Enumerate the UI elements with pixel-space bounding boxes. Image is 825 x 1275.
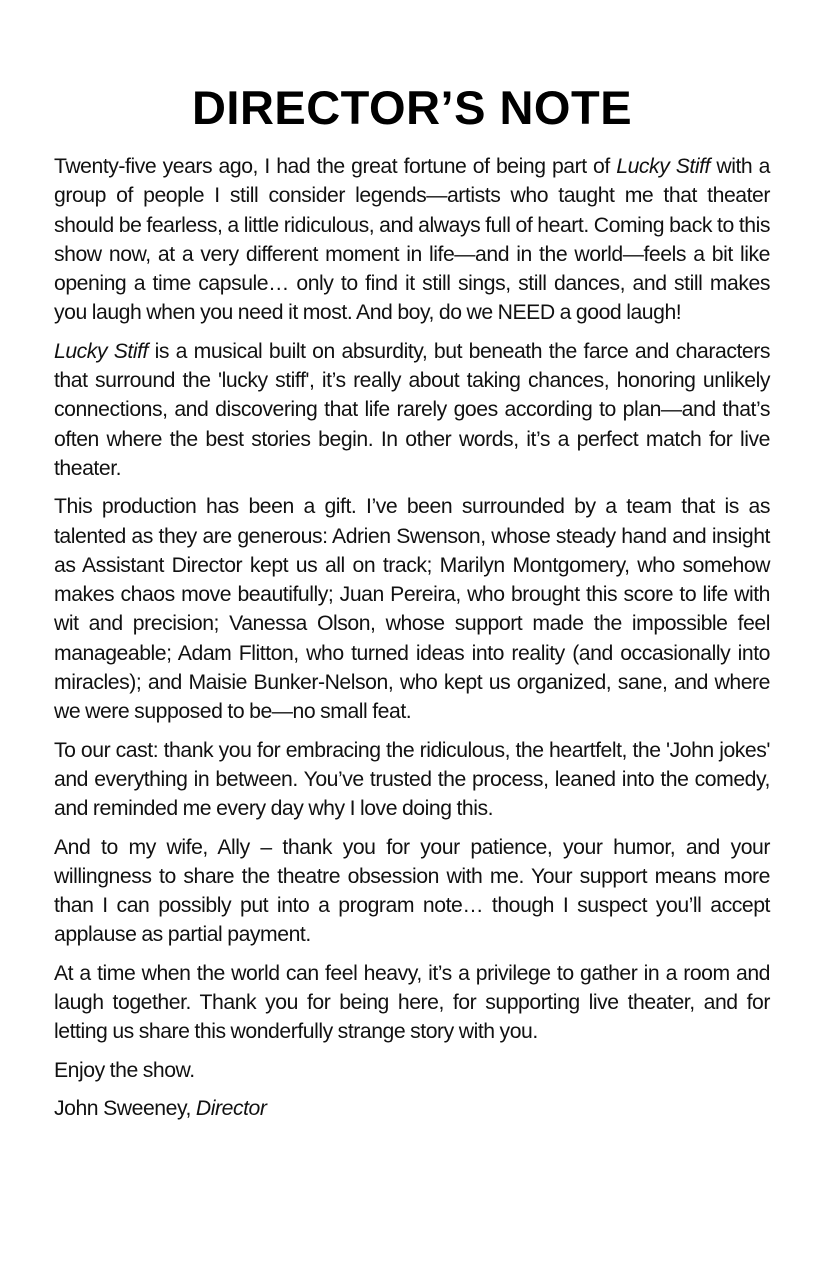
intro-text-a: Twenty-five years ago, I had the great fortune of being part of	[54, 155, 617, 178]
show-title-italic: Lucky Stiff	[616, 155, 710, 178]
paragraph-audience-thanks: At a time when the world can feel heavy, it’s a privilege to gather in a room and laugh together. Thank you for being here, for supporting live theater, and for letting us share this wonderfully strange story with you.	[54, 961, 770, 1044]
paragraph-intro	[54, 152, 770, 328]
directors-note-page	[54, 78, 770, 1132]
signature-role: Director	[195, 1096, 267, 1120]
intro-text-b: with a group of people I still consider legends—artists who taught me that theater should be fearless, a little ridiculous, and always full of heart. Coming back to this show now, at a very different moment in life—and in the world—feels a bit like opening a time capsule… only to find it still sings, still dances, and still makes you laugh when you need it most. And boy, do we NEED a good laugh!	[54, 155, 770, 325]
show-title-italic: Lucky Stiff	[54, 339, 148, 363]
paragraph-cast-thanks: To our cast: thank you for embracing the ridiculous, the heartfelt, the 'John jokes' and everything in between. You’ve trusted the process, leaned into the comedy, and reminded me every day why I love doing this.	[54, 738, 770, 821]
about-show-text: is a musical built on absurdity, but beneath the farce and characters that surround the 'lucky stiff', it’s really about taking chances, honoring unlikely connections, and discovering that life rarely goes according to plan—and that’s often where the best stories begin. In other words, it’s a perfect match for live theater.	[54, 339, 770, 480]
signature-name: John Sweeney,	[54, 1096, 191, 1120]
page-title: DIRECTOR’S NOTE	[191, 81, 633, 134]
paragraph-wife-thanks: And to my wife, Ally – thank you for your patience, your humor, and your willingness to share the theatre obsession with me. Your support means more than I can possibly put into a program note… though I suspect you’ll accept applause as partial payment.	[54, 835, 770, 947]
closing-line: Enjoy the show.	[54, 1058, 195, 1082]
paragraph-production-team: This production has been a gift. I’ve been surrounded by a team that is as talented as they are generous: Adrien Swenson, whose steady hand and insight as Assistant Director kept us all on track; Marilyn Montgomery, who somehow makes chaos move beautifully; Juan Pereira, who brought this score to life with wit and precision; Vanessa Olson, whose support made the impossible feel manageable; Adam Flitton, who turned ideas into reality (and occasionally into miracles); and Maisie Bunker-Nelson, who kept us organized, sane, and where we were supposed to be—no small feat.	[54, 495, 770, 724]
paragraph-about-show	[54, 337, 770, 483]
signature	[54, 1094, 770, 1123]
